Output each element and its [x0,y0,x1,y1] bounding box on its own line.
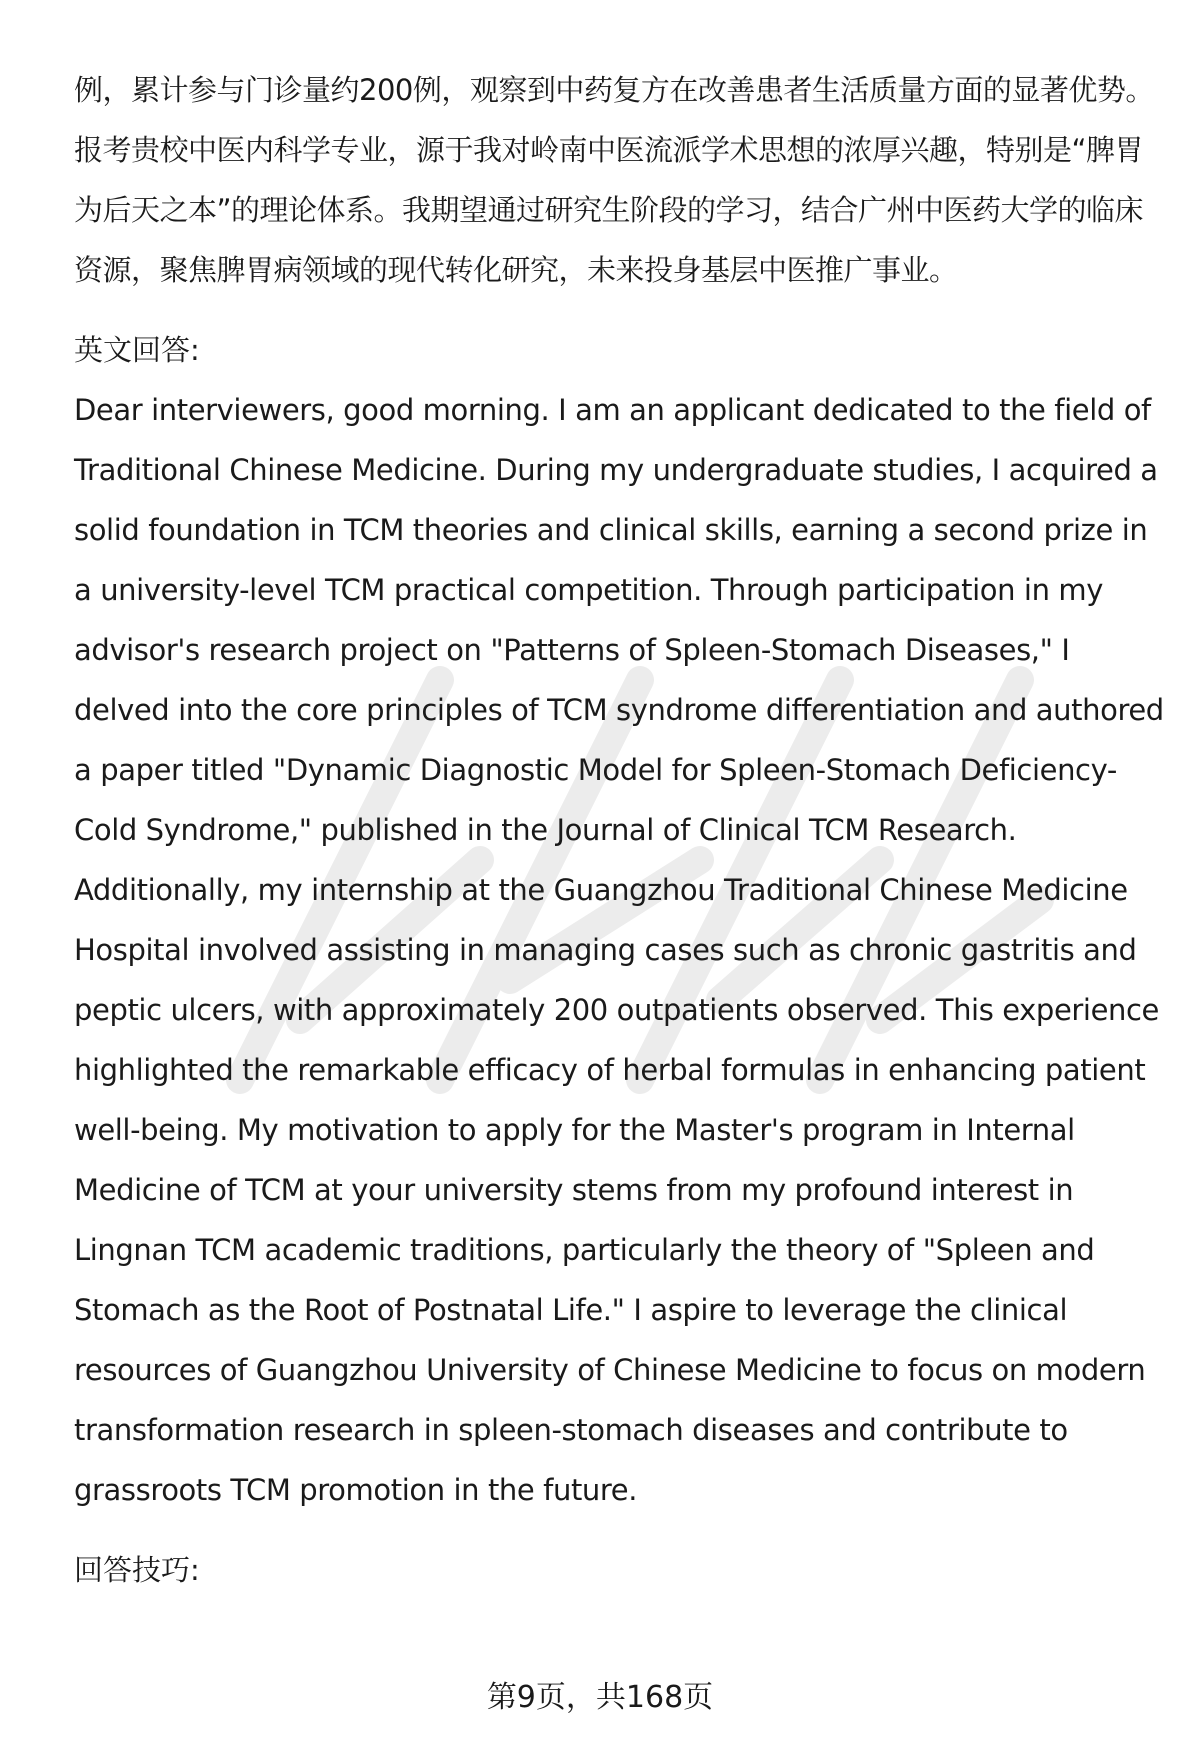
document-body [74,60,1164,1600]
intro-paragraph: 例，累计参与门诊量约200例，观察到中药复方在改善患者生活质量方面的显著优势。报考贵校中医内科学专业，源于我对岭南中医流派学术思想的浓厚兴趣，特别是“脾胃为后天之本”的理论体系。我期望通过研究生阶段的学习，结合广州中医药大学的临床资源，聚焦脾胃病领域的现代转化研究，未来投身基层中医推广事业。 [74,73,1154,287]
english-answer-label: 英文回答: [74,333,200,367]
answer-tips-label: 回答技巧: [74,1553,200,1587]
english-answer-paragraph: Dear interviewers, good morning. I am an applicant dedicated to the field of Traditional Chinese Medicine. During my undergraduate studies, I acquired a solid foundation in TCM theories and clinical skills, earning a second prize in a university-level TCM practical competition. Through participation in my advisor's research project on "Patterns of Spleen-Stomach Diseases," I delved into the core principles of TCM syndrome differentiation and authored a paper titled "Dynamic Diagnostic Model for Spleen-Stomach Deficiency-Cold Syndrome," published in the Journal of Clinical TCM Research. Additionally, my internship at the Guangzhou Traditional Chinese Medicine Hospital involved assisting in managing cases such as chronic gastritis and peptic ulcers, with approximately 200 outpatients observed. This experience highlighted the remarkable efficacy of herbal formulas in enhancing patient well-being. My motivation to apply for the Master's program in Internal Medicine of TCM at your university stems from my profound interest in Lingnan TCM academic traditions, particularly the theory of "Spleen and Stomach as the Root of Postnatal Life." I aspire to leverage the clinical resources of Guangzhou University of Chinese Medicine to focus on modern transformation research in spleen-stomach diseases and contribute to grassroots TCM promotion in the future. [74,393,1164,1507]
page-indicator: 第9页，共168页 [486,1680,714,1715]
